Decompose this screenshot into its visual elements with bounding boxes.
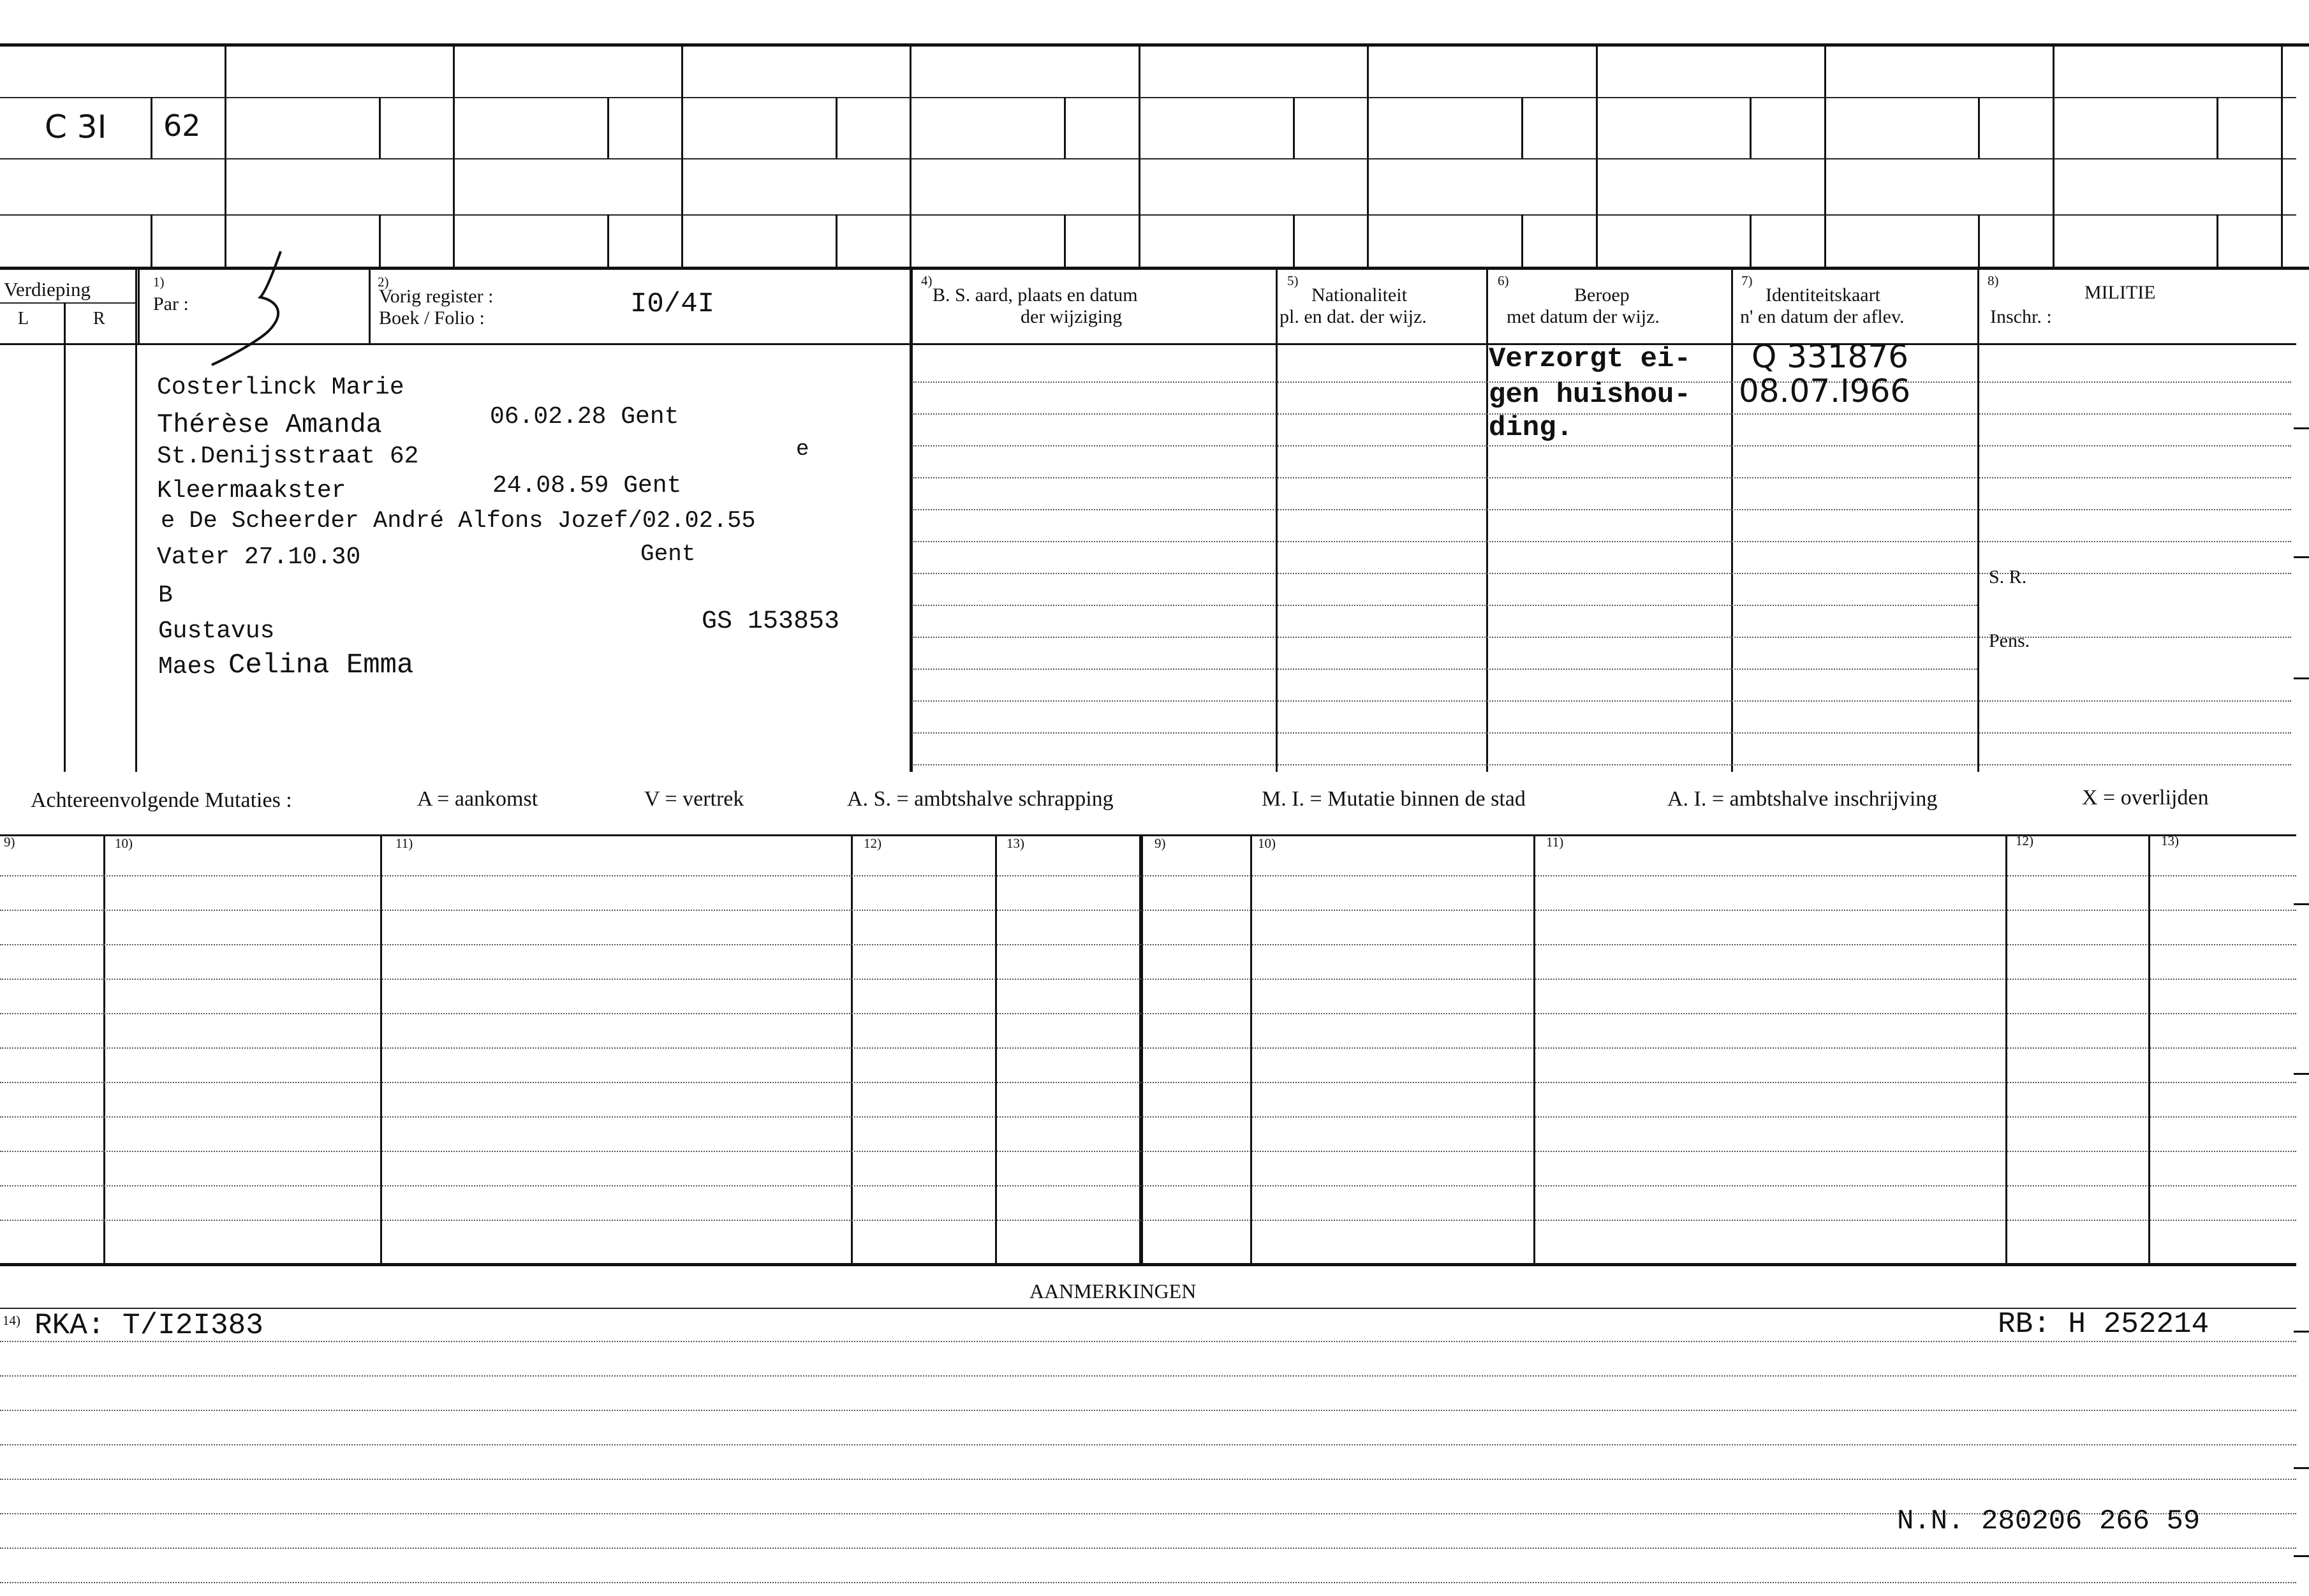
mutaties-bottom-line: [0, 1263, 2296, 1266]
col-number-5: 5): [1287, 273, 1299, 288]
aanm-ruled-line: [0, 1582, 2296, 1583]
top-grid-subline: [1064, 97, 1066, 158]
mut-vline: [380, 836, 382, 1263]
col-vline-id: [1731, 268, 1733, 772]
mut-col-12-left: 12): [864, 836, 882, 851]
aanmerkingen-title: AANMERKINGEN: [1029, 1280, 1197, 1303]
mut-ruled-line: [0, 1185, 2296, 1186]
person-line-4-job: Kleermaakster: [157, 477, 346, 505]
top-grid-subline: [2217, 97, 2218, 158]
top-grid-subline: [1293, 97, 1295, 158]
top-grid-vline: [681, 45, 683, 267]
col-number-1: 1): [153, 274, 165, 290]
top-grid-subline: [1064, 214, 1066, 267]
top-grid-vline: [1139, 45, 1140, 267]
top-grid-bottom: [0, 267, 2309, 270]
header-beroep-sub: met datum der wijz.: [1507, 306, 1660, 327]
top-grid-vline: [1596, 45, 1598, 267]
id-card-number: Q 331876: [1752, 338, 1909, 375]
aanm-ruled-line: [0, 1341, 2296, 1342]
top-grid-subline: [379, 214, 381, 267]
person-line-8: Gustavus: [158, 617, 275, 645]
col-number-4: 4): [921, 273, 933, 288]
ruled-line: [913, 605, 1977, 606]
mut-ruled-line: [0, 979, 2296, 980]
header-verdieping: Verdieping: [4, 278, 91, 300]
beroep-line-1: Verzorgt ei-: [1489, 343, 1691, 375]
card-code-number: 62: [163, 108, 201, 143]
militie-sr: S. R.: [1989, 566, 2027, 587]
top-grid-vline: [910, 45, 911, 267]
mutaties-a: A = aankomst: [417, 787, 538, 811]
mut-vline: [103, 836, 105, 1263]
col-vline-par: [138, 268, 140, 344]
ruled-line: [913, 732, 2291, 734]
militie-pens: Pens.: [1989, 630, 2030, 651]
mut-vline: [1533, 836, 1535, 1263]
top-grid-vline: [1824, 45, 1826, 267]
mutaties-mi: M. I. = Mutatie binnen de stad: [1262, 787, 1526, 811]
person-line-5: e De Scheerder André Alfons Jozef/02.02.55: [161, 508, 756, 535]
beroep-line-2: gen huishou-: [1489, 379, 1691, 411]
edge-tick: [2294, 677, 2309, 679]
ruled-line: [913, 669, 1977, 670]
top-grid-vline: [1367, 45, 1369, 267]
col-number-8: 8): [1988, 273, 1999, 288]
mut-vline: [1250, 836, 1252, 1263]
col-number-6: 6): [1498, 273, 1509, 288]
header-identiteitskaart-sub: n' en datum der aflev.: [1740, 306, 1905, 327]
top-grid-line-2: [0, 97, 2296, 98]
edge-tick: [2294, 1555, 2309, 1557]
ruled-line: [913, 700, 2291, 702]
edge-tick: [2294, 556, 2309, 558]
mutaties-ai: A. I. = ambtshalve inschrijving: [1667, 787, 1938, 811]
col-number-2: 2): [378, 274, 389, 290]
top-grid-subline: [1521, 214, 1523, 267]
verdieping-divider: [0, 302, 135, 304]
ruled-line: [913, 764, 2291, 765]
person-line-3: St.Denijsstraat 62: [157, 443, 419, 470]
aanm-ruled-line: [0, 1410, 2296, 1411]
person-line-2-name: Thérèse Amanda: [157, 410, 382, 440]
aanm-ruled-line: [0, 1548, 2296, 1549]
ruled-line: [913, 637, 2291, 638]
aanm-ruled-line: [0, 1444, 2296, 1445]
col-vline-militie: [1977, 268, 1979, 772]
col-vline-bs: [910, 268, 913, 772]
ruled-line: [913, 477, 2291, 478]
id-card-date: 08.07.I966: [1739, 373, 1911, 410]
mut-col-13-right: 13): [2161, 833, 2179, 848]
mutaties-x: X = overlijden: [2082, 786, 2209, 809]
top-grid-subline: [607, 97, 609, 158]
top-grid-subline: [151, 97, 152, 158]
top-grid-subline: [379, 97, 381, 158]
mut-vline: [2148, 836, 2150, 1263]
top-grid-vline: [2281, 45, 2283, 267]
person-line-2-date: 06.02.28 Gent: [490, 403, 679, 431]
top-grid-subline: [2217, 214, 2218, 267]
mut-col-10-left: 10): [115, 836, 133, 851]
header-nationaliteit: Nationaliteit: [1311, 284, 1407, 306]
header-R: R: [93, 309, 105, 329]
col-vline-nat: [1276, 268, 1278, 772]
par-signature-mark: [204, 248, 306, 369]
person-line-6: Vater 27.10.30: [157, 543, 361, 571]
header-beroep: Beroep: [1574, 284, 1630, 306]
person-line-6-place: Gent: [640, 541, 696, 567]
ruled-line: [913, 509, 2291, 510]
ruled-line: [913, 413, 2291, 415]
header-bottom-line: [0, 343, 2296, 345]
col-vline-verdieping-lr: [64, 302, 66, 772]
mut-col-13-left: 13): [1007, 836, 1024, 851]
top-grid-vline: [225, 45, 226, 267]
header-nationaliteit-sub: pl. en dat. der wijz.: [1280, 306, 1427, 327]
edge-tick: [2294, 903, 2309, 905]
mut-ruled-line: [0, 1116, 2296, 1118]
col-vline-verdieping: [135, 268, 137, 772]
mut-col-10-right: 10): [1258, 836, 1276, 851]
edge-tick: [2294, 1073, 2309, 1075]
mut-ruled-line: [0, 875, 2296, 876]
header-inschr: Inschr. :: [1990, 306, 2052, 327]
person-line-4-date: 24.08.59 Gent: [492, 472, 682, 499]
col-vline-beroep: [1486, 268, 1488, 772]
mut-ruled-line: [0, 1151, 2296, 1152]
mut-vline: [2005, 836, 2007, 1263]
person-line-9-name: Celina Emma: [228, 649, 414, 681]
mutaties-v: V = vertrek: [644, 787, 744, 811]
top-grid-subline: [1978, 97, 1980, 158]
top-grid-subline: [1750, 214, 1752, 267]
mut-ruled-line: [0, 1013, 2296, 1014]
aanmerkingen-rb: RB: H 252214: [1998, 1308, 2209, 1341]
top-grid-subline: [607, 214, 609, 267]
person-line-1: Costerlinck Marie: [157, 374, 404, 401]
top-grid-line-4: [0, 214, 2296, 216]
mut-col-9-left: 9): [4, 834, 15, 850]
person-line-7: B: [158, 582, 173, 609]
header-bs-line1: B. S. aard, plaats en datum: [933, 284, 1138, 306]
aanmerkingen-line: [0, 1308, 2296, 1309]
ruled-line: [913, 573, 2291, 574]
mut-vline-center: [1139, 836, 1143, 1263]
mut-col-11-left: 11): [395, 836, 413, 851]
header-militie: MILITIE: [2084, 282, 2156, 303]
aanmerkingen-nn: N.N. 280206 266 59: [1897, 1505, 2201, 1537]
top-border: [0, 43, 2309, 47]
aanm-ruled-line: [0, 1375, 2296, 1377]
person-line-8-code: GS 153853: [702, 607, 840, 636]
ruled-line: [913, 541, 2291, 542]
person-line-3-mark: e: [796, 438, 809, 462]
aanmerkingen-number: 14): [3, 1313, 20, 1328]
person-line-9-prefix: Maes: [158, 653, 217, 681]
header-identiteitskaart: Identiteitskaart: [1766, 284, 1880, 306]
mut-ruled-line: [0, 910, 2296, 911]
header-boek-folio: Boek / Folio :: [379, 307, 485, 329]
edge-tick: [2294, 1331, 2309, 1333]
header-vorig-register: Vorig register :: [379, 286, 494, 307]
header-par: Par :: [153, 293, 189, 314]
aanmerkingen-rka: RKA: T/I2I383: [34, 1309, 263, 1342]
edge-tick: [2294, 1467, 2309, 1469]
header-L: L: [18, 309, 29, 329]
card-code-handwritten: C 3I: [45, 108, 107, 145]
mut-col-12-right: 12): [2016, 833, 2033, 848]
mut-ruled-line: [0, 944, 2296, 945]
top-grid-subline: [1293, 214, 1295, 267]
top-grid-subline: [1978, 214, 1980, 267]
aanm-ruled-line: [0, 1479, 2296, 1480]
mutaties-title: Achtereenvolgende Mutaties :: [31, 788, 292, 812]
top-grid-vline: [453, 45, 455, 267]
top-grid-subline: [836, 97, 837, 158]
edge-tick: [2294, 427, 2309, 429]
ruled-line: [913, 445, 2291, 447]
col-number-7: 7): [1741, 273, 1753, 288]
mut-ruled-line: [0, 1047, 2296, 1049]
top-grid-vline: [2053, 45, 2054, 267]
top-grid-subline: [151, 214, 152, 267]
mut-col-11-right: 11): [1546, 834, 1564, 850]
mut-ruled-line: [0, 1220, 2296, 1221]
mut-col-9-right: 9): [1154, 836, 1166, 851]
top-grid-subline: [1750, 97, 1752, 158]
mut-vline: [995, 836, 997, 1263]
top-grid-subline: [1521, 97, 1523, 158]
mut-ruled-line: [0, 1082, 2296, 1083]
top-grid-subline: [836, 214, 837, 267]
boek-folio-value: I0/4I: [630, 288, 715, 320]
mutaties-as: A. S. = ambtshalve schrapping: [847, 787, 1114, 811]
beroep-line-3: ding.: [1489, 412, 1574, 444]
mut-vline: [851, 836, 853, 1263]
top-grid-line-3: [0, 158, 2296, 159]
col-vline-vorig: [369, 268, 371, 344]
header-bs-line2: der wijziging: [1021, 306, 1123, 327]
mutaties-top-line: [0, 834, 2296, 836]
